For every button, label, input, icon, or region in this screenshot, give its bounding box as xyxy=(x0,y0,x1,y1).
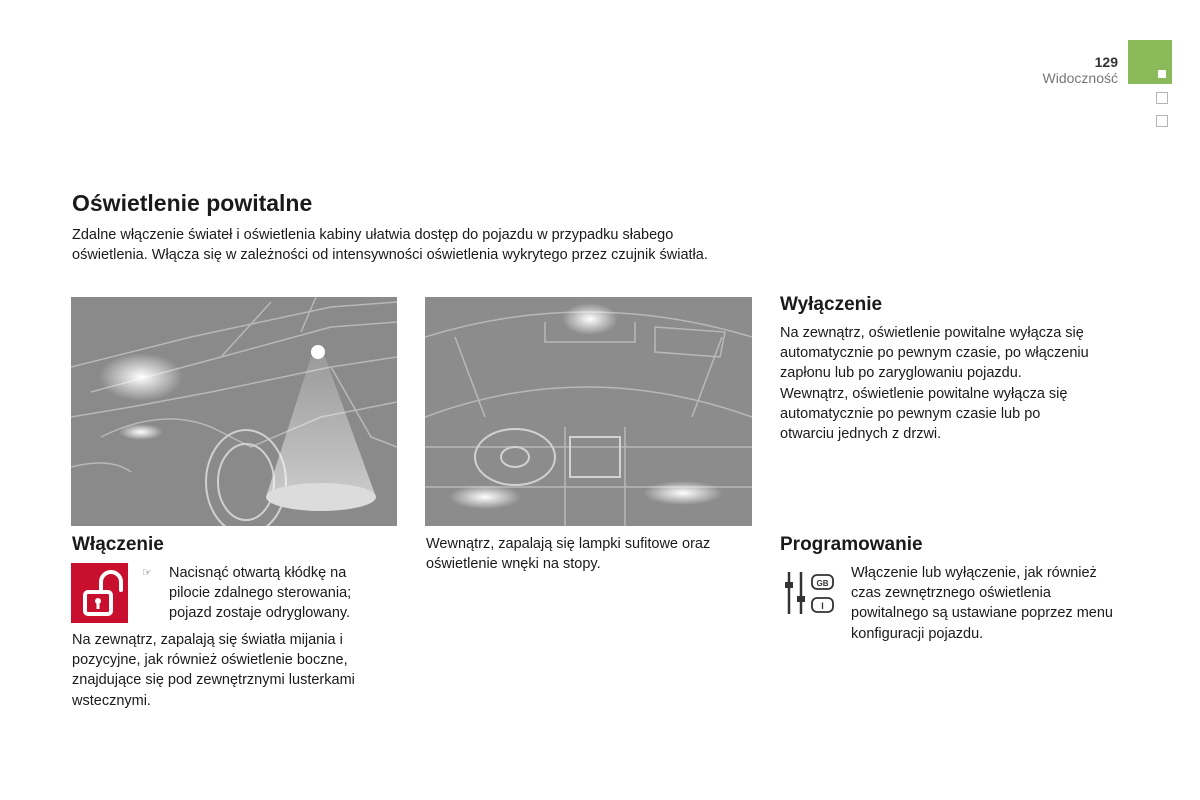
page-title: Oświetlenie powitalne xyxy=(72,190,313,216)
programowanie-description: Włączenie lub wyłączenie, jak również czas zewnętrznego oświetlenia powitalnego są ustawiane poprzez menu konfiguracji pojazdu. xyxy=(851,565,1113,642)
exterior-car-illustration xyxy=(71,297,397,526)
interior-caption: Wewnątrz, zapalają się lampki sufitowe oraz oświetlenie wnęki na stopy. xyxy=(426,536,711,573)
section-heading-programowanie: Programowanie xyxy=(780,534,923,555)
bullet-marker: ☞ xyxy=(142,567,152,579)
wlaczenie-instruction: Nacisnąć otwartą kłódkę na pilocie zdalnego sterowania; pojazd zostaje odryglowany. xyxy=(169,565,352,622)
icon-label-gb: GB xyxy=(816,579,829,588)
page-number: 129 xyxy=(1094,54,1118,70)
icon-label-i: I xyxy=(821,601,824,611)
configuration-sliders-icon xyxy=(781,568,837,618)
section-heading-wylaczenie: Wyłączenie xyxy=(780,294,883,315)
chapter-tab-marker xyxy=(1158,70,1166,78)
section-title: Widoczność xyxy=(1042,70,1118,86)
wylaczenie-description: Na zewnątrz, oświetlenie powitalne wyłącza się automatycznie po pewnym czasie, po włączeniu zapłonu lub po zaryglowaniu pojazdu. Wewnątrz, oświetlenie powitalne wyłącza się automatycznie po pewnym czasie lub po otwarciu jednych z drzwi. xyxy=(780,325,1089,443)
wlaczenie-description: Na zewnątrz, zapalają się światła mijania i pozycyjne, jak również oświetlenie boczne, znajdujące się pod zewnętrznymi lusterkami wstecznymi. xyxy=(72,632,355,709)
section-heading-wlaczenie: Włączenie xyxy=(72,534,164,555)
chapter-tab-active xyxy=(1128,40,1172,84)
interior-car-illustration xyxy=(425,297,752,526)
chapter-tab-empty xyxy=(1156,115,1168,127)
intro-paragraph: Zdalne włączenie świateł i oświetlenia kabiny ułatwia dostęp do pojazdu w przypadku słabego oświetlenia. Włącza się w zależności od intensywności oświetlenia wykrytego przez czujnik światła. xyxy=(72,227,708,264)
chapter-tab-empty xyxy=(1156,92,1168,104)
open-padlock-icon xyxy=(71,563,128,623)
